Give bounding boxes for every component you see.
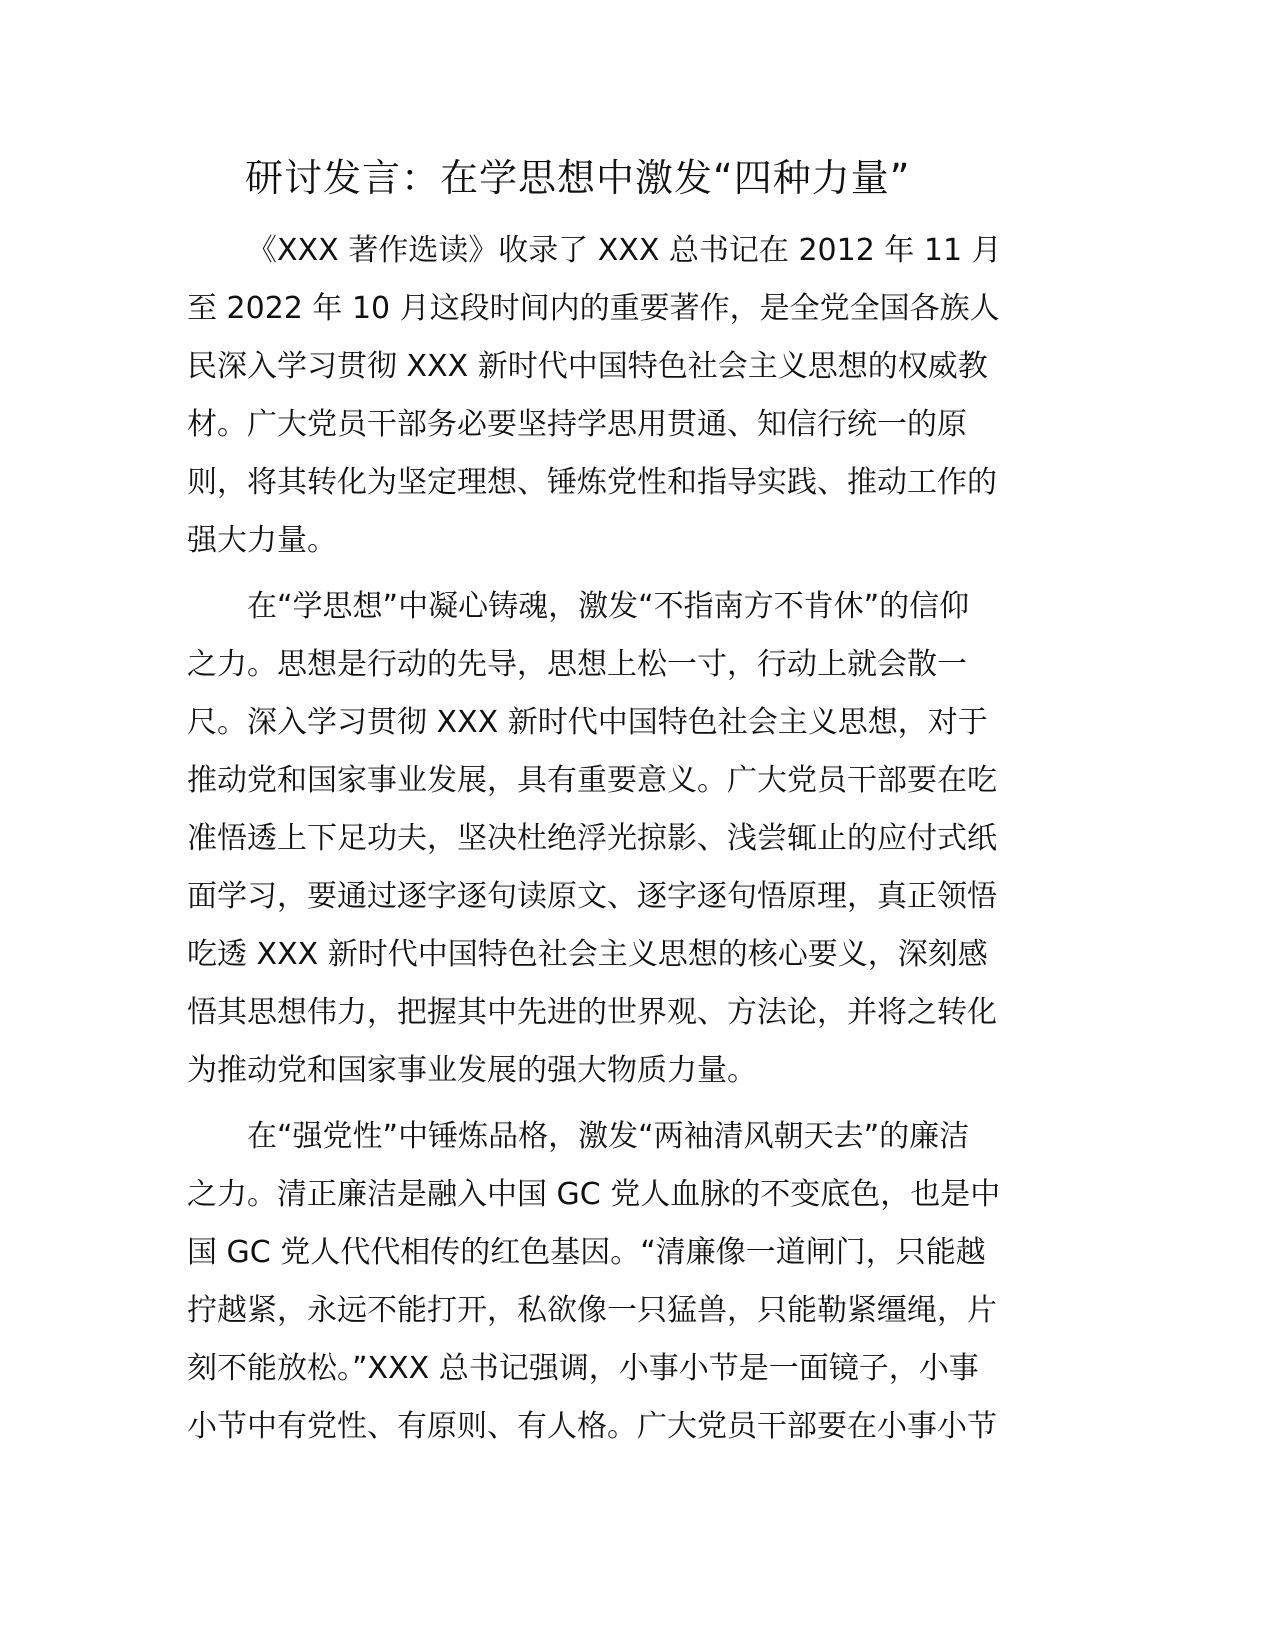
text-line: 刻不能放松。”XXX 总书记强调，小事小节是一面镜子，小事 xyxy=(187,1351,979,1386)
text-line: 强大力量。 xyxy=(187,523,337,558)
text-line: 民深入学习贯彻 XXX 新时代中国特色社会主义思想的权威教 xyxy=(187,349,988,384)
paragraph-1 xyxy=(187,222,1087,570)
text-line: 拧越紧，永远不能打开，私欲像一只猛兽，只能勒紧缰绳，片 xyxy=(187,1293,997,1328)
text-line: 《XXX 著作选读》收录了 XXX 总书记在 2012 年 11 月 xyxy=(247,233,1002,268)
paragraph-3 xyxy=(187,1108,1087,1456)
document-body xyxy=(187,222,1087,1464)
text-line: 尺。深入学习贯彻 XXX 新时代中国特色社会主义思想，对于 xyxy=(187,705,988,740)
document-title: 研讨发言：在学思想中激发“四种力量” xyxy=(245,156,911,200)
text-line: 面学习，要通过逐字逐句读原文、逐字逐句悟原理，真正领悟 xyxy=(187,879,997,914)
text-line: 小节中有党性、有原则、有人格。广大党员干部要在小事小节 xyxy=(187,1409,997,1444)
text-line: 之力。思想是行动的先导，思想上松一寸，行动上就会散一 xyxy=(187,647,967,682)
text-line: 之力。清正廉洁是融入中国 GC 党人血脉的不变底色，也是中 xyxy=(187,1177,1001,1212)
text-line: 则，将其转化为坚定理想、锤炼党性和指导实践、推动工作的 xyxy=(187,465,997,500)
text-line: 国 GC 党人代代相传的红色基因。“清廉像一道闸门，只能越 xyxy=(187,1235,986,1270)
text-line: 推动党和国家事业发展，具有重要意义。广大党员干部要在吃 xyxy=(187,763,997,798)
text-line: 准悟透上下足功夫，坚决杜绝浮光掠影、浅尝辄止的应付式纸 xyxy=(187,821,997,856)
text-line: 为推动党和国家事业发展的强大物质力量。 xyxy=(187,1053,757,1088)
text-line: 吃透 XXX 新时代中国特色社会主义思想的核心要义，深刻感 xyxy=(187,937,988,972)
text-line: 悟其思想伟力，把握其中先进的世界观、方法论，并将之转化 xyxy=(187,995,997,1030)
text-line: 至 2022 年 10 月这段时间内的重要著作，是全党全国各族人 xyxy=(187,291,1000,326)
text-line: 在“强党性”中锤炼品格，激发“两袖清风朝天去”的廉洁 xyxy=(247,1119,970,1154)
paragraph-2 xyxy=(187,578,1087,1100)
text-line: 材。广大党员干部务必要坚持学思用贯通、知信行统一的原 xyxy=(187,407,967,442)
text-line: 在“学思想”中凝心铸魂，激发“不指南方不肯休”的信仰 xyxy=(247,589,970,624)
